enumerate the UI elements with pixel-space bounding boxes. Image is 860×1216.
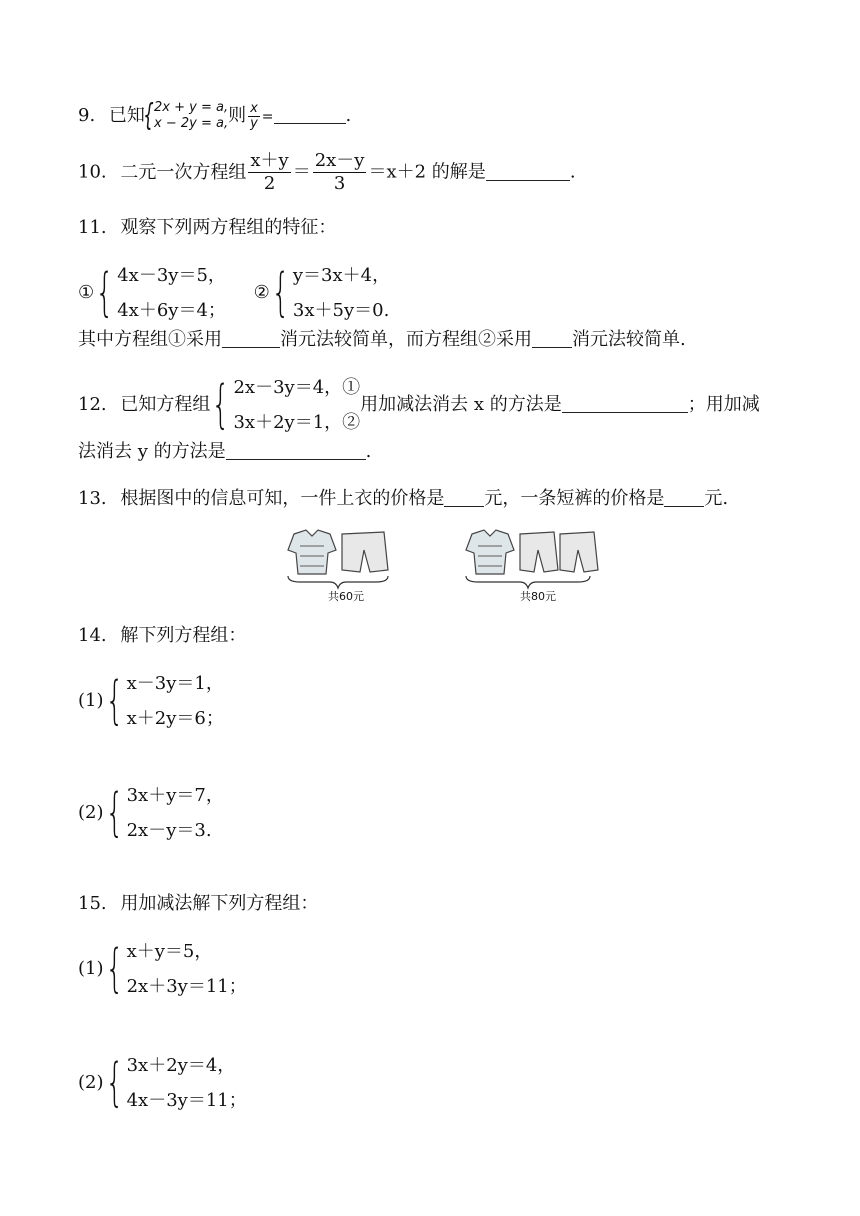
equation-system [104, 1048, 247, 1118]
part-label: (2) [78, 802, 104, 823]
question-text: 解下列方程组： [120, 625, 247, 646]
equation: 2x－3y＝4，① [233, 377, 361, 398]
brace-icon: { [143, 98, 154, 133]
equation: y＝3x＋4， [292, 265, 391, 286]
answer-blank[interactable] [562, 394, 688, 413]
question-text: 用加减法消去 x 的方法是 [360, 394, 562, 415]
question-14 [78, 624, 246, 648]
question-14-part2 [78, 778, 224, 848]
numerator: x [250, 100, 258, 116]
brace-icon: { [104, 939, 124, 999]
circled-one: ① [78, 282, 95, 303]
answer-blank[interactable] [486, 162, 570, 181]
equation-system [145, 100, 228, 132]
question-number: 10. [78, 161, 107, 183]
brace-icon: { [211, 375, 231, 435]
caption-80: 共80元 [520, 590, 556, 603]
brace-60-icon [288, 576, 388, 588]
question-text: 用加减法解下列方程组： [120, 893, 319, 914]
shirt-icon [466, 530, 514, 574]
question-text: ；用加减 [687, 394, 760, 415]
question-number: 11. [78, 217, 107, 238]
question-text: 已知 [108, 105, 145, 126]
question-number: 14. [78, 625, 107, 646]
question-13 [78, 487, 728, 511]
question-text: 法消去 y 的方法是 [78, 441, 226, 462]
question-text: 其中方程组①采用 [78, 329, 222, 350]
equals: = [261, 109, 274, 125]
question-text: 已知方程组 [120, 394, 211, 415]
question-12 [78, 370, 760, 440]
equation-system [104, 666, 224, 736]
question-12-line2 [78, 440, 371, 464]
equation: 2x＋3y＝11； [126, 976, 247, 997]
question-10 [78, 150, 576, 195]
question-text: 二元一次方程组 [120, 161, 247, 183]
question-number: 13. [78, 488, 107, 509]
equation: 3x＋5y＝0. [292, 300, 390, 321]
question-15-part1 [78, 934, 247, 1004]
part-label: (1) [78, 958, 104, 979]
equation-system [270, 258, 390, 328]
equation: 4x＋6y＝4； [117, 300, 226, 321]
equation: 4x－3y＝11； [126, 1090, 247, 1111]
brace-80-icon [466, 576, 590, 588]
equation: 3x＋2y＝4， [126, 1055, 236, 1076]
answer-blank[interactable] [532, 329, 572, 348]
equation: x＋2y＝6； [126, 708, 224, 729]
answer-blank[interactable] [274, 105, 346, 124]
shorts-icon [342, 532, 388, 572]
question-15 [78, 892, 318, 916]
brace-icon: { [95, 263, 114, 323]
shorts-icon [560, 532, 598, 572]
then-text: 则 [228, 105, 247, 126]
equals: ＝ [292, 161, 311, 183]
equation-system [210, 370, 360, 440]
brace-icon: { [104, 1053, 124, 1113]
part-label: (1) [78, 690, 104, 711]
question-11 [78, 216, 336, 240]
answer-blank[interactable] [222, 329, 280, 348]
shirt-icon [288, 530, 336, 574]
question-15-part2 [78, 1048, 247, 1118]
equation: 4x－3y＝5， [117, 265, 226, 286]
question-text: 消元法较简单，而方程组②采用 [280, 329, 532, 350]
period: . [345, 105, 352, 126]
answer-blank[interactable] [664, 488, 704, 507]
equation: 3x＋y＝7， [126, 785, 224, 806]
equation-tail: ＝x＋2 的解是 [368, 161, 486, 183]
question-number: 9. [78, 105, 96, 126]
part-label: (2) [78, 1072, 104, 1093]
systems-11 [78, 258, 390, 328]
question-text: 消元法较简单. [572, 329, 686, 350]
fraction [313, 150, 367, 195]
equation: x－3y＝1， [126, 673, 224, 694]
question-text: 元. [704, 488, 729, 509]
numerator: 2x－y [314, 150, 365, 171]
denominator: y [250, 115, 258, 131]
caption-60: 共60元 [328, 590, 364, 603]
brace-icon: { [271, 263, 290, 323]
equation-system [104, 934, 247, 1004]
answer-blank[interactable] [226, 441, 366, 460]
brace-icon: { [104, 671, 124, 731]
brace-icon: { [104, 783, 124, 843]
numerator: x＋y [250, 150, 289, 171]
period: . [365, 441, 372, 462]
equation-system [94, 258, 226, 328]
equation: 2x + y = a, [154, 100, 229, 115]
fraction [248, 102, 260, 131]
question-text: 观察下列两方程组的特征： [120, 217, 337, 238]
equation: 2x－y＝3. [126, 820, 212, 841]
question-text: 根据图中的信息可知，一件上衣的价格是 [120, 488, 445, 509]
equation: x − 2y = a, [154, 116, 229, 131]
question-number: 12. [78, 394, 107, 415]
equation: 3x＋2y＝1，② [233, 412, 361, 433]
question-text: 元，一条短裤的价格是 [484, 488, 665, 509]
shorts-icon [520, 532, 558, 572]
question-number: 15. [78, 893, 107, 914]
equation: x＋y＝5， [126, 941, 213, 962]
question-11-line2 [78, 328, 686, 352]
period: . [569, 161, 576, 183]
denominator: 2 [263, 173, 276, 194]
denominator: 3 [333, 173, 346, 194]
answer-blank[interactable] [444, 488, 484, 507]
circled-two: ② [253, 282, 270, 303]
equation-system [104, 778, 224, 848]
question-9 [78, 100, 351, 132]
question-14-part1 [78, 666, 224, 736]
fraction [248, 150, 290, 195]
